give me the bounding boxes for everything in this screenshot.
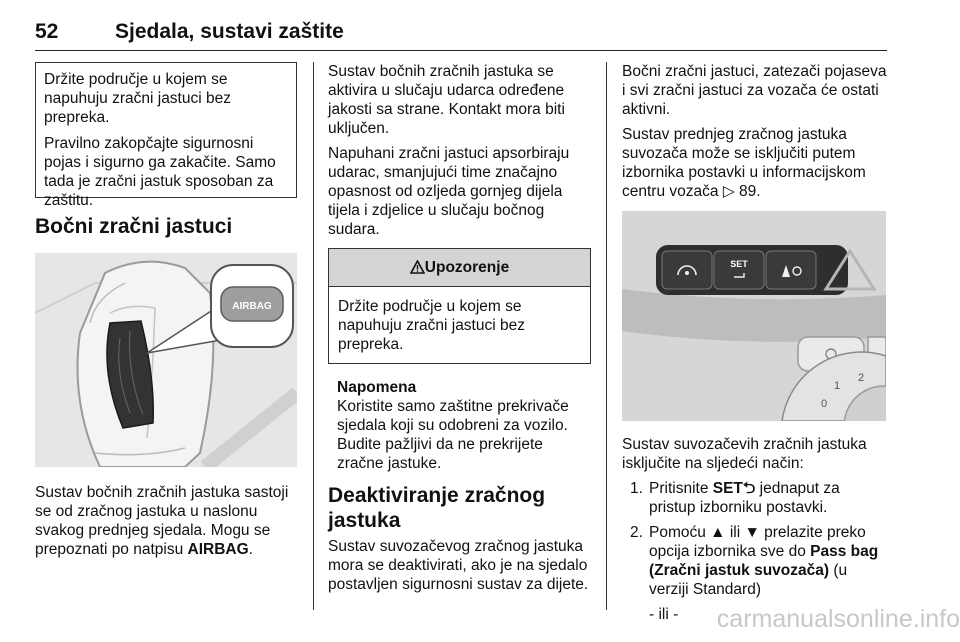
dial-number: 1 xyxy=(834,380,841,392)
note-title: Napomena xyxy=(337,379,417,396)
page-reference-icon: ▷ xyxy=(722,183,735,200)
or-separator: - ili - xyxy=(649,606,679,623)
body-paragraph: Sustav prednjeg zračnog jastuka suvozača može se isključiti putem izbornika postavki u informacijskom centru vozača ▷ 89. xyxy=(622,126,866,200)
list-item: 1. Pritisnite SET⮌ jednaput za pristup izborniku postavki. xyxy=(630,480,840,516)
column-1 xyxy=(35,62,297,565)
dial-number: 2 xyxy=(858,372,865,384)
warning-title: Upozorenje xyxy=(424,259,510,276)
instruction-list xyxy=(622,479,888,599)
warning-text: Držite područje u kojem se napuhuju zračni jastuci bez prepreka. xyxy=(338,298,525,353)
section-heading: Bočni zračni jastuci xyxy=(35,215,233,238)
body-paragraph: Sustav suvozačevih zračnih jastuka isključite na sljedeći način: xyxy=(622,436,867,472)
caution-box xyxy=(35,62,297,209)
body-paragraph: Sustav bočnih zračnih jastuka sastoji se od zračnog jastuka u naslonu svakog prednjeg sjedala. Mogu se prepoznati po natpisu AIRBAG. xyxy=(35,484,289,558)
list-item: 2. Pomoću ▲ ili ▼ prelazite preko opcija izbornika sve do Pass bag (Zračni jastuk suvozača) (u verziji Standard) xyxy=(630,524,879,598)
column-3 xyxy=(622,62,888,624)
column-divider xyxy=(313,62,314,610)
column-divider xyxy=(606,62,607,610)
watermark: carmanualsonline.info xyxy=(716,605,960,633)
body-paragraph: Sustav suvozačevog zračnog jastuka mora se deaktivirati, ako je na sjedalo postavljen sigurnosni sustav za dijete. xyxy=(328,538,589,593)
dial-number: 0 xyxy=(821,398,828,410)
warning-triangle-icon xyxy=(410,260,425,274)
note-block xyxy=(328,378,591,473)
warning-header xyxy=(329,249,590,287)
side-airbag-figure xyxy=(35,253,297,467)
button-panel-figure xyxy=(622,211,886,421)
set-button-label: SET xyxy=(730,259,748,269)
caution-text: Držite područje u kojem se napuhuju zračni jastuci bez prepreka. xyxy=(44,71,231,126)
airbag-label: AIRBAG xyxy=(232,301,272,312)
body-paragraph: Sustav bočnih zračnih jastuka se aktivira u slučaju udarca određene jakosti sa strane. Kontakt mora biti uključen. xyxy=(328,63,565,137)
body-paragraph: Bočni zračni jastuci, zatezači pojaseva i svi zračni jastuci za vozača će ostati aktivni. xyxy=(622,63,887,118)
caution-text: Pravilno zakopčajte sigurnosni pojas i sigurno ga zakačite. Samo tada je zračni jastuk sposoban za zaštitu. xyxy=(44,135,276,209)
return-arrow-icon: ⮌ xyxy=(742,480,756,497)
page-title: Sjedala, sustavi zaštite xyxy=(115,20,344,43)
column-2 xyxy=(328,62,591,600)
page-header xyxy=(35,0,887,51)
note-text: Koristite samo zaštitne prekrivače sjedala koji su odobreni za vozilo. Budite pažljivi da ne prekrijete zračne jastuke. xyxy=(337,398,569,472)
page-number: 52 xyxy=(35,20,59,43)
warning-box xyxy=(328,248,591,364)
body-paragraph: Napuhani zračni jastuci apsorbiraju udarac, smanjujući time značajno opasnost od ozljeda gornjeg dijela tijela i zdjelice u slučaju bočnog sudara. xyxy=(328,145,570,238)
section-heading: Deaktiviranje zračnog jastuka xyxy=(328,484,546,532)
